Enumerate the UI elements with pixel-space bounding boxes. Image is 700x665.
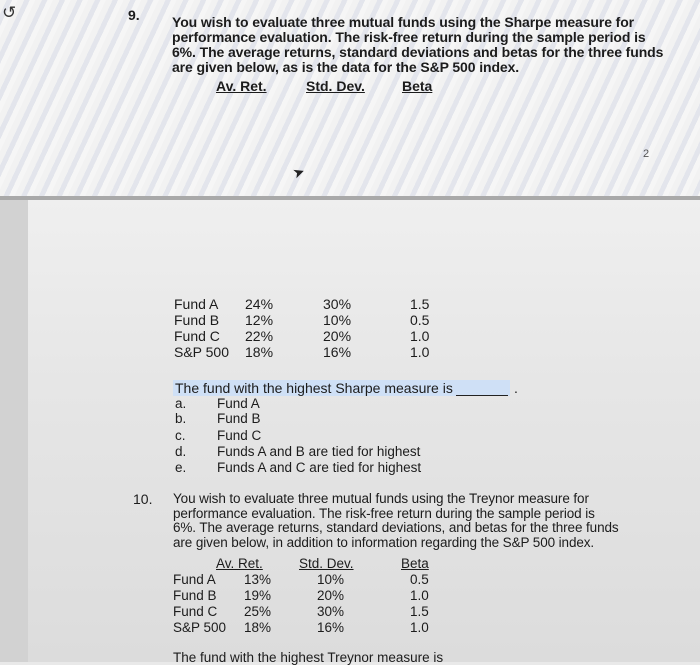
header-std-dev: Std. Dev. [299, 556, 354, 571]
prompt-text: The fund with the highest Sharpe measure is [175, 380, 453, 396]
beta: 1.0 [410, 588, 429, 603]
avg-return: 25% [244, 604, 272, 619]
option-letter: c. [175, 428, 186, 443]
std-dev: 16% [317, 620, 345, 635]
fund-name: Fund A [174, 296, 219, 312]
page-bottom [0, 200, 700, 662]
option-letter: b. [175, 411, 187, 426]
option-text: Funds A and C are tied for highest [217, 460, 422, 475]
std-dev: 30% [317, 604, 345, 619]
question-10-number: 10. [133, 491, 153, 507]
option-letter: a. [175, 396, 187, 411]
std-dev: 10% [323, 312, 352, 328]
std-dev: 20% [317, 588, 345, 603]
option-text: Fund C [217, 428, 262, 443]
header-beta: Beta [402, 78, 433, 94]
avg-return: 13% [244, 572, 272, 587]
avg-return: 12% [245, 312, 274, 328]
beta: 1.0 [410, 620, 429, 635]
option-letter: d. [175, 444, 187, 459]
avg-return: 18% [244, 620, 272, 635]
question-10-line: You wish to evaluate three mutual funds using the Treynor measure for [173, 491, 589, 506]
beta: 1.5 [410, 604, 429, 619]
option-text: Fund B [217, 411, 261, 426]
question-10-prompt: The fund with the highest Treynor measure is [173, 650, 444, 665]
avg-return: 22% [245, 328, 274, 344]
fund-name: Fund B [174, 312, 220, 328]
fund-name: Fund B [173, 588, 217, 603]
std-dev: 16% [323, 344, 352, 360]
avg-return: 24% [245, 296, 274, 312]
back-arrow-icon[interactable]: ↺ [2, 3, 17, 22]
prompt-period: . [514, 380, 518, 396]
page-margin [0, 200, 28, 662]
cursor-arrow-icon: ➤ [290, 162, 307, 182]
avg-return: 19% [244, 588, 272, 603]
question-10-line: 6%. The average returns, standard deviations, and betas for the three funds [173, 520, 619, 535]
question-9-number: 9. [128, 7, 140, 23]
question-10-line: performance evaluation. The risk-free return during the sample period is [173, 506, 595, 521]
question-9-prompt [173, 380, 510, 396]
fund-name: Fund C [174, 328, 220, 344]
question-9-line: performance evaluation. The risk-free return during the sample period is [172, 29, 646, 45]
fund-name: S&P 500 [173, 620, 227, 635]
beta: 0.5 [410, 312, 430, 328]
std-dev: 20% [323, 328, 352, 344]
fund-name: Fund C [173, 604, 218, 619]
option-text: Funds A and B are tied for highest [217, 444, 421, 459]
beta: 1.5 [410, 296, 430, 312]
option-letter: e. [175, 460, 187, 475]
question-9-line: You wish to evaluate three mutual funds using the Sharpe measure for [172, 14, 635, 30]
header-std-dev: Std. Dev. [306, 78, 365, 94]
avg-return: 18% [245, 344, 274, 360]
header-avg-return: Av. Ret. [216, 78, 267, 94]
std-dev: 10% [317, 572, 345, 587]
fund-name: Fund A [173, 572, 216, 587]
option-text: Fund A [217, 396, 260, 411]
question-9-line: are given below, as is the data for the S&P 500 index. [172, 59, 520, 75]
page-number: 2 [643, 148, 650, 160]
beta: 1.0 [410, 344, 430, 360]
std-dev: 30% [323, 296, 352, 312]
question-9-line: 6%. The average returns, standard deviations and betas for the three funds [172, 44, 664, 60]
header-beta: Beta [401, 556, 429, 571]
beta: 0.5 [410, 572, 429, 587]
question-10-line: are given below, in addition to information regarding the S&P 500 index. [173, 535, 595, 550]
fund-name: S&P 500 [174, 344, 230, 360]
header-avg-return: Av. Ret. [216, 556, 263, 571]
answer-blank [456, 395, 508, 396]
beta: 1.0 [410, 328, 430, 344]
